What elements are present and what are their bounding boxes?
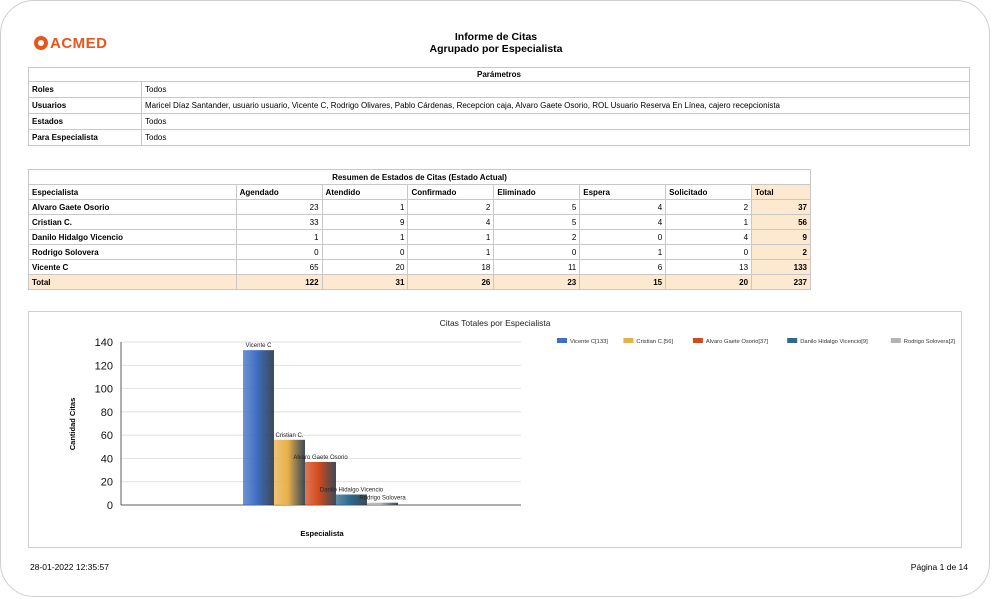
column-header: Atendido <box>322 185 408 200</box>
table-cell: 20 <box>322 260 408 275</box>
total-cell: 15 <box>580 275 666 290</box>
row-total-cell: 2 <box>752 245 811 260</box>
param-value: Todos <box>142 114 970 130</box>
bar-label: Danilo Hidalgo Vicencio <box>319 487 384 494</box>
table-cell: 4 <box>408 215 494 230</box>
table-cell: 1 <box>408 230 494 245</box>
total-cell: 31 <box>322 275 408 290</box>
y-tick-label: 120 <box>94 360 113 373</box>
legend-entry: Cristian C.[56] <box>636 339 674 345</box>
row-total-cell: 9 <box>752 230 811 245</box>
column-header: Agendado <box>236 185 322 200</box>
report-subtitle: Agrupado por Especialista <box>429 43 563 55</box>
column-header: Total <box>752 185 811 200</box>
specialist-cell: Danilo Hidalgo Vicencio <box>29 230 237 245</box>
param-key: Para Especialista <box>29 130 142 146</box>
param-row <box>29 82 970 98</box>
bar <box>305 462 336 505</box>
specialist-cell: Alvaro Gaete Osorio <box>29 200 237 215</box>
legend-entry: Alvaro Gaete Osorio[37] <box>705 339 769 345</box>
table-cell: 5 <box>494 200 580 215</box>
table-cell: 18 <box>408 260 494 275</box>
total-cell: 20 <box>666 275 752 290</box>
table-cell: 1 <box>408 245 494 260</box>
legend-swatch <box>623 338 633 343</box>
table-row <box>29 215 811 230</box>
param-key: Usuarios <box>29 98 142 114</box>
table-row <box>29 245 811 260</box>
column-header: Solicitado <box>666 185 752 200</box>
report-title-block <box>0 31 992 55</box>
table-cell: 0 <box>494 245 580 260</box>
column-header: Especialista <box>29 185 237 200</box>
parameters-table <box>28 67 970 146</box>
specialist-cell: Cristian C. <box>29 215 237 230</box>
grand-total-cell: 237 <box>752 275 811 290</box>
column-header: Eliminado <box>494 185 580 200</box>
bar <box>274 440 305 505</box>
table-cell: 0 <box>236 245 322 260</box>
table-cell: 5 <box>494 215 580 230</box>
report-title: Informe de Citas <box>454 31 538 43</box>
bar-label: Rodrigo Solovera <box>359 495 406 502</box>
legend-swatch <box>693 338 703 343</box>
table-cell: 4 <box>580 215 666 230</box>
table-cell: 4 <box>580 200 666 215</box>
table-cell: 1 <box>580 245 666 260</box>
footer-timestamp: 28-01-2022 12:35:57 <box>30 562 109 572</box>
bar-label: Cristian C. <box>275 432 304 439</box>
totals-row <box>29 275 811 290</box>
table-cell: 2 <box>494 230 580 245</box>
row-total-cell: 56 <box>752 215 811 230</box>
param-value: Todos <box>142 130 970 146</box>
column-header: Confirmado <box>408 185 494 200</box>
table-cell: 1 <box>322 230 408 245</box>
table-cell: 0 <box>580 230 666 245</box>
y-tick-label: 100 <box>94 383 113 396</box>
y-tick-label: 40 <box>100 453 113 466</box>
table-cell: 0 <box>322 245 408 260</box>
total-cell: 122 <box>236 275 322 290</box>
row-total-cell: 37 <box>752 200 811 215</box>
table-cell: 11 <box>494 260 580 275</box>
y-tick-label: 20 <box>100 476 113 489</box>
param-value: Todos <box>142 82 970 98</box>
summary-table <box>28 169 811 290</box>
total-cell: 23 <box>494 275 580 290</box>
param-key: Roles <box>29 82 142 98</box>
table-cell: 2 <box>408 200 494 215</box>
total-cell: 26 <box>408 275 494 290</box>
table-cell: 0 <box>666 245 752 260</box>
legend-entry: Vicente C[133] <box>570 339 608 345</box>
y-tick-label: 60 <box>100 430 113 443</box>
row-total-cell: 133 <box>752 260 811 275</box>
bar <box>243 350 274 505</box>
legend-entry: Rodrigo Solovera[2] <box>903 339 956 345</box>
table-row <box>29 230 811 245</box>
table-cell: 2 <box>666 200 752 215</box>
table-cell: 4 <box>666 230 752 245</box>
legend-swatch <box>557 338 567 343</box>
logo-text: ACMED <box>50 34 108 52</box>
parameters-header: Parámetros <box>29 68 970 82</box>
column-header: Espera <box>580 185 666 200</box>
bar-label: Vicente C <box>245 343 272 350</box>
table-row <box>29 200 811 215</box>
y-tick-label: 0 <box>106 500 113 512</box>
summary-caption: Resumen de Estados de Citas (Estado Actual) <box>29 170 811 185</box>
param-key: Estados <box>29 114 142 130</box>
table-cell: 1 <box>666 215 752 230</box>
table-cell: 23 <box>236 200 322 215</box>
bar <box>367 503 398 505</box>
table-cell: 1 <box>322 200 408 215</box>
chart-container <box>28 311 962 548</box>
legend-swatch <box>787 338 797 343</box>
table-cell: 1 <box>236 230 322 245</box>
y-tick-label: 140 <box>94 337 113 349</box>
x-axis-label: Especialista <box>300 529 344 538</box>
chart-title: Citas Totales por Especialista <box>439 318 551 328</box>
summary-header-row <box>29 185 811 200</box>
table-cell: 9 <box>322 215 408 230</box>
y-tick-label: 80 <box>100 406 113 419</box>
param-row <box>29 130 970 146</box>
legend-entry: Danilo Hidalgo Vicencio[9] <box>800 339 868 345</box>
param-row <box>29 114 970 130</box>
footer-page-number: Página 1 de 14 <box>910 562 968 572</box>
specialist-cell: Vicente C <box>29 260 237 275</box>
param-value: Maricel Díaz Santander, usuario usuario, Vicente C, Rodrigo Olivares, Pablo Cárdenas, Recepcion caja, Alvaro Gaete Osorio, ROL Usuario Reserva En Línea, cajero recepcionista <box>142 98 970 114</box>
bar-chart <box>29 312 961 547</box>
table-cell: 65 <box>236 260 322 275</box>
param-row <box>29 98 970 114</box>
table-cell: 33 <box>236 215 322 230</box>
specialist-cell: Rodrigo Solovera <box>29 245 237 260</box>
bar-label: Alvaro Gaete Osorio <box>293 454 348 461</box>
table-cell: 13 <box>666 260 752 275</box>
totals-label: Total <box>29 275 237 290</box>
table-cell: 6 <box>580 260 666 275</box>
table-row <box>29 260 811 275</box>
y-axis-label: Cantidad Citas <box>68 397 77 451</box>
legend-swatch <box>891 338 901 343</box>
